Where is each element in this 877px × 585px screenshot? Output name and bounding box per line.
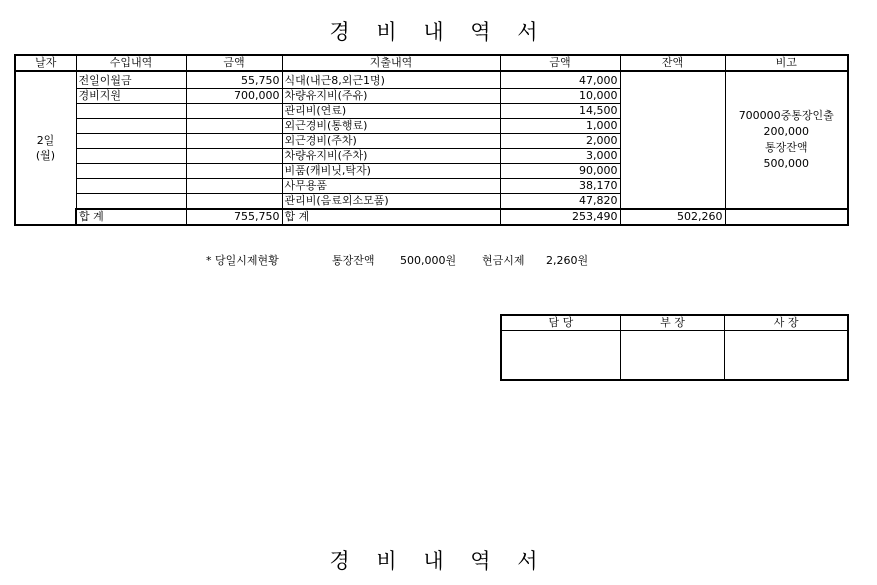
status-label: * 당일시제현황 — [206, 254, 279, 267]
approval-header-row — [501, 315, 848, 331]
income-item — [76, 134, 186, 149]
approval-staff: 담 당 — [501, 315, 620, 331]
cash-label: 현금시제 — [482, 254, 525, 267]
income-amount — [186, 164, 282, 179]
document-title-repeat: 경 비 내 역 서 — [329, 549, 548, 573]
expense-ledger-table — [14, 54, 849, 226]
remarks-line: 500,000 — [763, 157, 809, 170]
expense-item: 차량유지비(주유) — [282, 89, 500, 104]
header-balance: 잔액 — [620, 55, 725, 71]
income-item: 전일이월금 — [76, 74, 186, 89]
bank-balance-amount: 500,000원 — [400, 254, 457, 267]
expense-item: 관리비(연료) — [282, 104, 500, 119]
total-remarks-blank — [725, 209, 848, 225]
header-expense: 지출내역 — [282, 55, 500, 71]
income-amount — [186, 119, 282, 134]
expense-amount: 47,000 — [500, 74, 620, 89]
income-item — [76, 194, 186, 210]
expense-amount: 3,000 — [500, 149, 620, 164]
expense-amount: 2,000 — [500, 134, 620, 149]
expense-amount: 1,000 — [500, 119, 620, 134]
signature-box-manager[interactable] — [620, 331, 724, 381]
date-cell — [15, 71, 76, 225]
income-amount: 55,750 — [186, 74, 282, 89]
income-amount — [186, 179, 282, 194]
expense-item: 관리비(음료외소모품) — [282, 194, 500, 210]
expense-amount: 38,170 — [500, 179, 620, 194]
total-income-label: 합 계 — [76, 209, 186, 225]
expense-amount: 10,000 — [500, 89, 620, 104]
ledger-header-row — [15, 55, 848, 71]
bank-balance-label: 통장잔액 — [332, 254, 375, 267]
approval-president: 사 장 — [725, 315, 848, 331]
header-expense-amount: 금액 — [500, 55, 620, 71]
expense-item: 외근경비(통행료) — [282, 119, 500, 134]
cash-amount: 2,260원 — [546, 254, 589, 267]
expense-item: 비품(캐비닛,탁자) — [282, 164, 500, 179]
income-amount — [186, 149, 282, 164]
header-remarks: 비고 — [725, 55, 848, 71]
approval-box — [500, 314, 849, 381]
income-item — [76, 164, 186, 179]
total-balance: 502,260 — [620, 209, 725, 225]
approval-manager: 부 장 — [620, 315, 724, 331]
expense-item: 식대(내근8,외근1명) — [282, 74, 500, 89]
header-income-amount: 금액 — [186, 55, 282, 71]
date-day: 2일 — [36, 134, 55, 147]
remarks-line: 통장잔액 — [764, 141, 808, 154]
total-expense-label: 합 계 — [282, 209, 500, 225]
income-item — [76, 179, 186, 194]
header-income: 수입내역 — [76, 55, 186, 71]
document-title: 경 비 내 역 서 — [329, 20, 548, 44]
remarks-line: 700000중통장인출 — [738, 109, 834, 122]
daily-status-line — [206, 252, 588, 268]
total-row — [15, 209, 848, 225]
income-amount — [186, 104, 282, 119]
expense-amount: 14,500 — [500, 104, 620, 119]
income-item — [76, 149, 186, 164]
income-amount: 700,000 — [186, 89, 282, 104]
expense-item: 차량유지비(주차) — [282, 149, 500, 164]
income-amount — [186, 194, 282, 210]
signature-box-staff[interactable] — [501, 331, 620, 381]
income-item — [76, 119, 186, 134]
income-amount — [186, 134, 282, 149]
expense-item: 사무용품 — [282, 179, 500, 194]
signature-box-president[interactable] — [725, 331, 848, 381]
expense-amount: 47,820 — [500, 194, 620, 210]
date-weekday: (월) — [35, 149, 56, 162]
expense-item: 외근경비(주차) — [282, 134, 500, 149]
income-item — [76, 104, 186, 119]
balance-blank-cell — [620, 71, 725, 209]
remarks-line: 200,000 — [763, 125, 809, 138]
income-item: 경비지원 — [76, 89, 186, 104]
header-date: 날자 — [15, 55, 76, 71]
total-expense-amount: 253,490 — [500, 209, 620, 225]
total-income-amount: 755,750 — [186, 209, 282, 225]
approval-signature-row — [501, 331, 848, 381]
remarks-cell — [725, 71, 848, 209]
expense-amount: 90,000 — [500, 164, 620, 179]
